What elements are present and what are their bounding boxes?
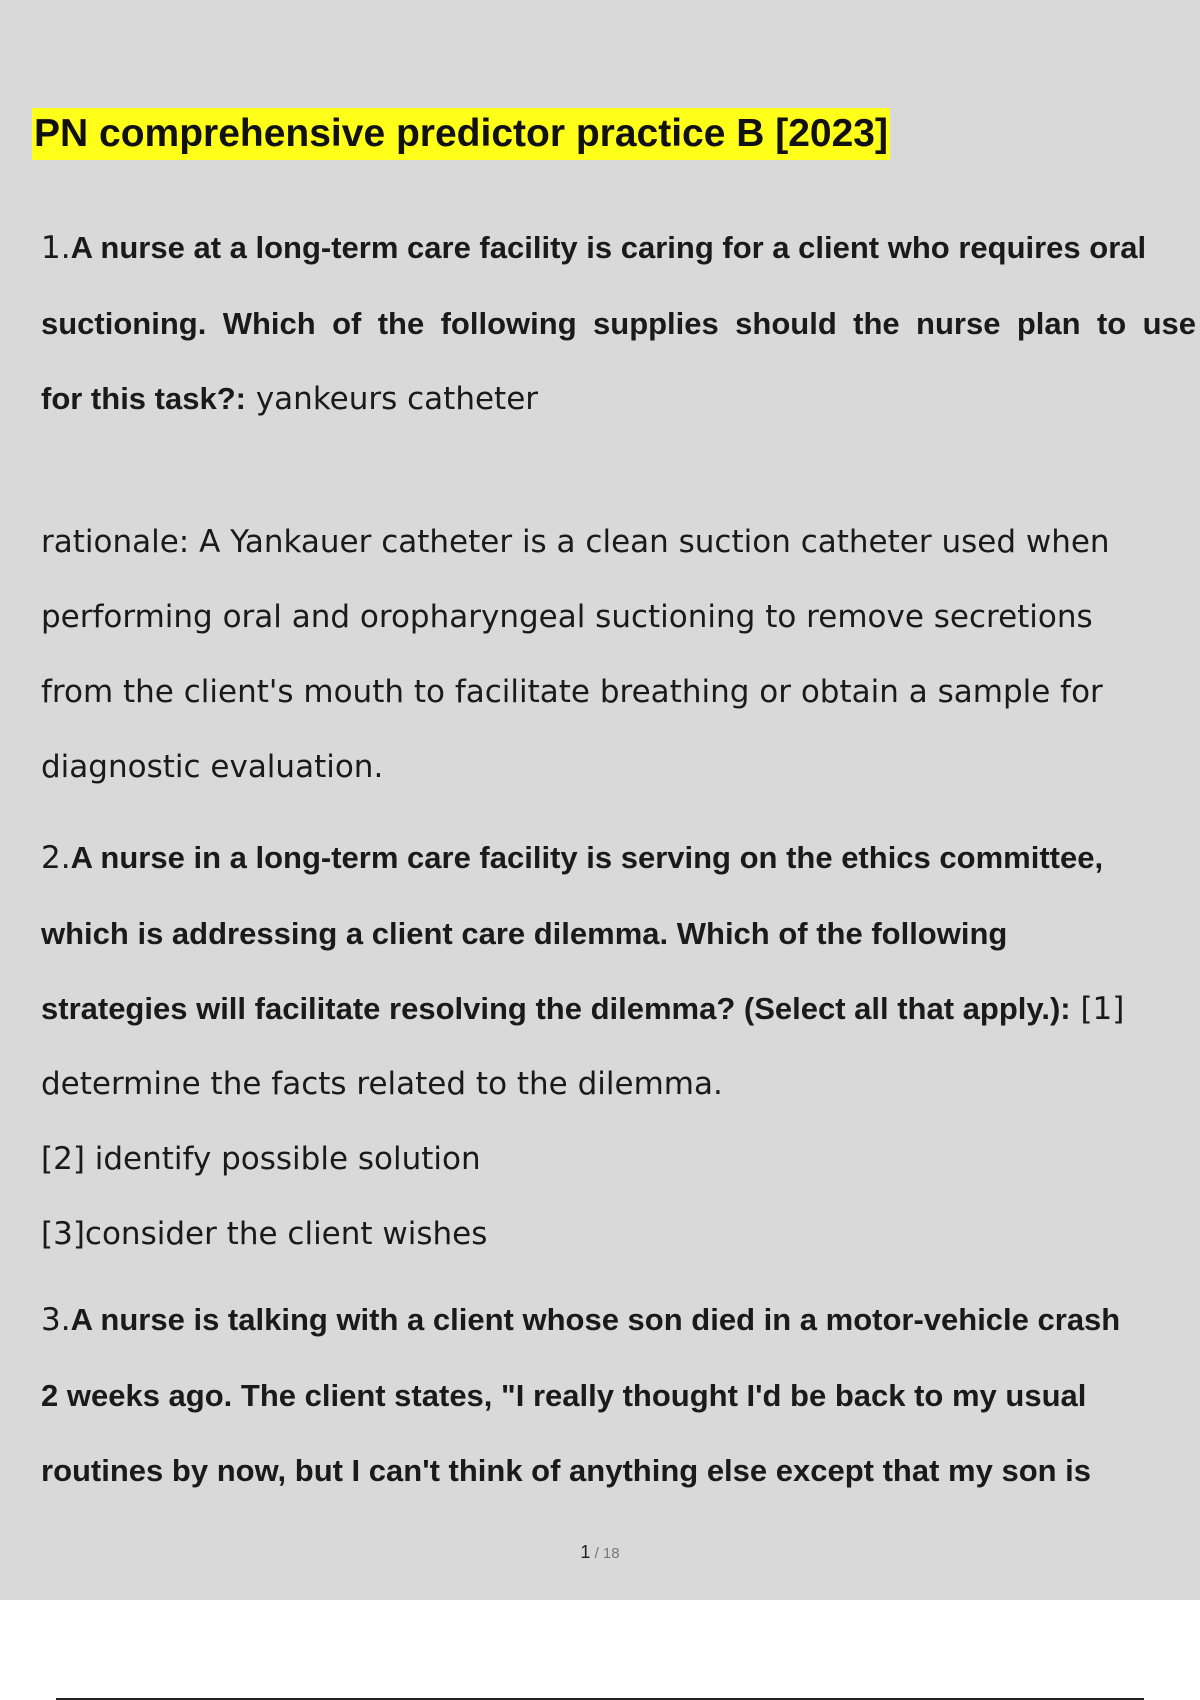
answer-text: yankeurs catheter [245,381,539,417]
question-1-line-1 [41,210,1196,286]
answer-text: [1] [1070,991,1125,1027]
rationale-1 [41,505,1196,805]
question-text: for this task?: [41,381,246,416]
question-1-line-2: suctioning. Which of the following supplies should the nurse plan to use [41,306,1196,341]
question-number: 3. [41,1302,71,1338]
rationale-line: rationale: A Yankauer catheter is a clean suction catheter used when [41,524,1110,560]
question-text: A nurse is talking with a client whose son died in a motor-vehicle crash [70,1302,1121,1337]
answer-line: [3]consider the client wishes [41,1216,488,1252]
page-indicator [0,1542,1200,1563]
question-2-line-3 [41,971,1196,1047]
rationale-line: from the client's mouth to facilitate breathing or obtain a sample for [41,674,1103,710]
answer-line: [2] identify possible solution [41,1141,481,1177]
question-2 [41,820,1196,1272]
question-1-line-3 [41,361,1196,437]
question-text: A nurse at a long-term care facility is caring for a client who requires oral [70,230,1147,265]
question-3 [41,1282,1196,1508]
question-text: strategies will facilitate resolving the dilemma? (Select all that apply.): [41,991,1071,1026]
question-1 [41,210,1196,437]
question-3-line-1 [41,1282,1196,1358]
question-2-line-1 [41,820,1196,896]
question-number: 2. [41,840,71,876]
rationale-line: performing oral and oropharyngeal suctioning to remove secretions [41,599,1093,635]
question-text: A nurse in a long-term care facility is serving on the ethics committee, [70,840,1104,875]
question-2-line-2: which is addressing a client care dilemma. Which of the following [41,916,1008,951]
question-3-line-3: routines by now, but I can't think of anything else except that my son is [41,1453,1092,1488]
answer-line: determine the facts related to the dilemma. [41,1066,723,1102]
total-pages: 18 [602,1545,620,1562]
current-page: 1 [580,1542,591,1562]
document-title: PN comprehensive predictor practice B [2023] [32,108,890,160]
question-3-line-2: 2 weeks ago. The client states, "I really thought I'd be back to my usual [41,1378,1087,1413]
page-separator: / [590,1545,603,1562]
question-number: 1. [41,230,71,266]
rationale-line: diagnostic evaluation. [41,749,384,785]
